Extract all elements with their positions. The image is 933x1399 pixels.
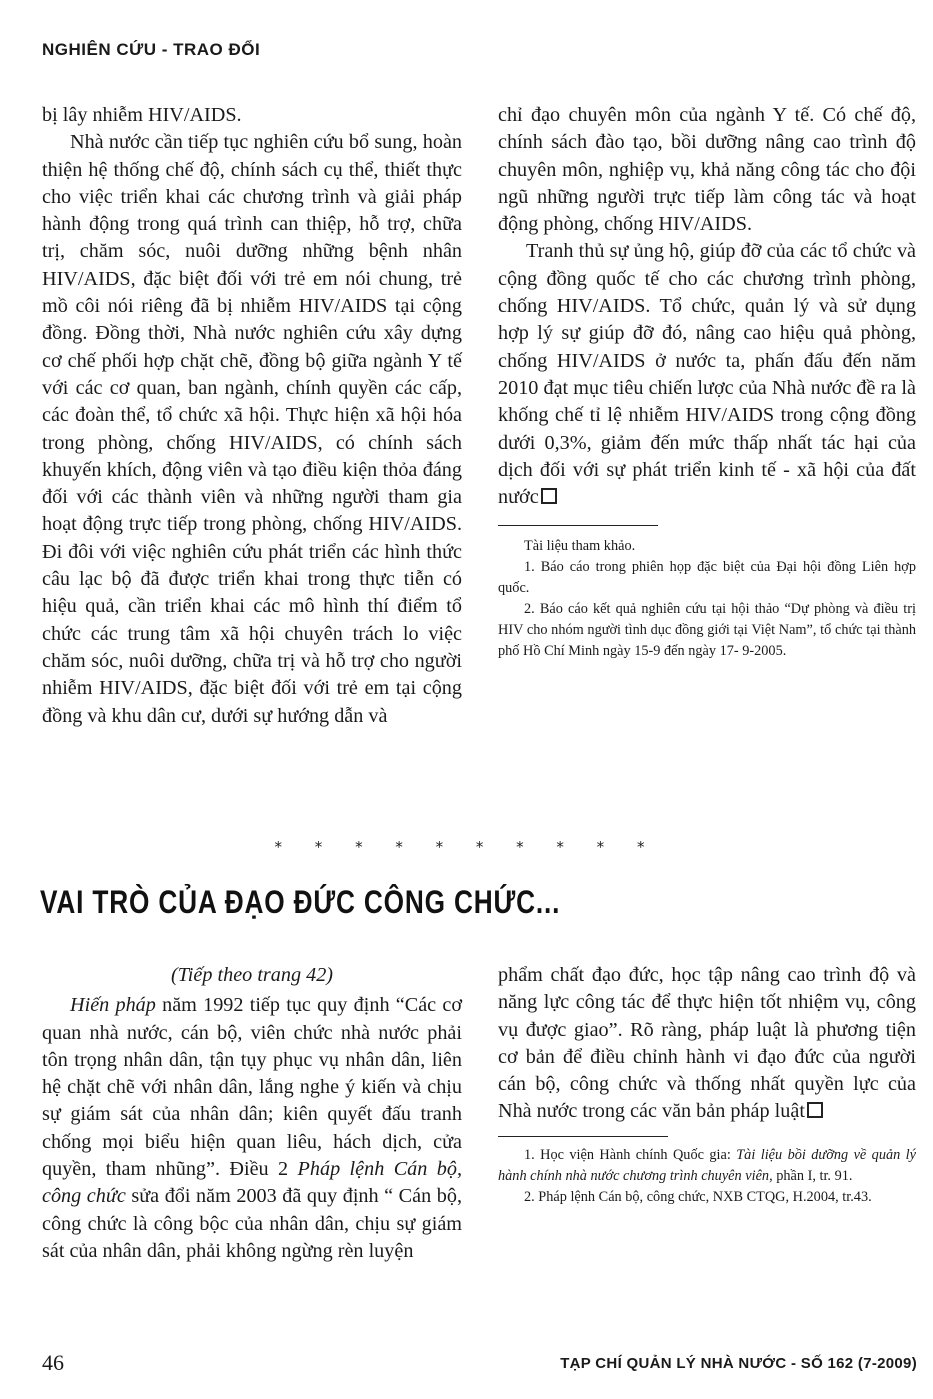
section-header: NGHIÊN CỨU - TRAO ĐỔI — [42, 40, 261, 59]
top-right-paragraph-2 — [498, 238, 916, 511]
article-left-column — [42, 962, 462, 1265]
top-right-paragraph-1: chỉ đạo chuyên môn của ngành Y tế. Có chế độ, chính sách đào tạo, bồi dưỡng nâng cao trình độ chuyên môn, nghiệp vụ, khả năng công tác cho đội ngũ những người trực tiếp làm công tác và hoạt động phòng, chống HIV/AIDS. — [498, 104, 916, 236]
end-mark-icon — [541, 488, 557, 504]
article-title: VAI TRÒ CỦA ĐẠO ĐỨC CÔNG CHỨC... — [40, 884, 561, 920]
paragraph-text: phẩm chất đạo đức, học tập nâng cao trình độ và năng lực công tác để thực hiện tốt nhiệm vụ, công vụ được giao”. Rõ ràng, pháp luật là phương tiện cơ bản để điều chỉnh hành vi đạo đức của người cán bộ, công chức và thống nhất quyền lực của Nhà nước trong các văn bản pháp luật — [498, 964, 916, 1123]
reference-item: 2. Báo cáo kết quả nghiên cứu tại hội thảo “Dự phòng và điều trị HIV cho nhóm người tình dục đồng giới tại Việt Nam”, tổ chức tại thành phố Hồ Chí Minh ngày 15-9 đến ngày 17- 9-2005. — [498, 601, 916, 660]
top-right-paragraph-2-text: Tranh thủ sự ủng hộ, giúp đỡ của các tổ chức và cộng đồng quốc tế cho các chương trình phòng, chống HIV/AIDS. Tổ chức, quản lý và sử dụng hợp lý sự giúp đỡ đó, nâng cao hiệu quả phòng, chống HIV/AIDS ở nước ta, phấn đấu đến năm 2010 đạt mục tiêu chiến lược của Nhà nước đề ra là khống chế tỉ lệ nhiễm HIV/AIDS trong cộng đồng dưới 0,3%, giảm đến mức thấp nhất tác hại của dịch đối với sự phát triển kinh tế - xã hội của đất nước — [498, 240, 916, 509]
footnote-1 — [498, 1145, 916, 1187]
page-number: 46 — [42, 1350, 64, 1375]
references-rule — [498, 525, 658, 526]
section-separator: * * * * * * * * * * — [274, 838, 659, 856]
journal-footer: TẠP CHÍ QUẢN LÝ NHÀ NƯỚC - SỐ 162 (7-2009) — [560, 1355, 917, 1372]
continued-note: (Tiếp theo trang 42) — [170, 964, 334, 986]
footnote-2: 2. Pháp lệnh Cán bộ, công chức, NXB CTQG, H.2004, tr.43. — [524, 1188, 872, 1205]
italic-term: Pháp lệnh Cán bộ, công chức — [42, 1158, 462, 1208]
top-right-column — [498, 102, 916, 662]
reference-item: 1. Báo cáo trong phiên họp đặc biệt của Đại hội đồng Liên hợp quốc. — [498, 559, 916, 597]
article-left-paragraph — [42, 992, 462, 1265]
footnotes-rule — [498, 1136, 668, 1137]
end-mark-icon — [807, 1102, 823, 1118]
article-right-column — [498, 962, 916, 1208]
footnote-text: , phần I, tr. 91. — [769, 1167, 853, 1184]
italic-term: Hiến pháp — [70, 994, 156, 1017]
top-left-paragraph-1: bị lây nhiễm HIV/AIDS. — [42, 104, 242, 126]
article-right-paragraph — [498, 962, 916, 1126]
top-left-column — [42, 102, 462, 730]
footnote-text: 1. Học viện Hành chính Quốc gia: — [524, 1146, 737, 1163]
paragraph-text: năm 1992 tiếp tục quy định “Các cơ quan nhà nước, cán bộ, viên chức nhà nước phải tôn trọng nhân dân, tận tụy phục vụ nhân dân, liên hệ chặt chẽ với nhân dân, lắng nghe ý kiến và chịu sự giám sát của nhân dân; kiên quyết đấu tranh chống mọi biểu hiện quan liêu, hách dịch, cửa quyền, tham nhũng”. Điều 2 — [42, 994, 462, 1181]
footnote-italic: Tài liệu bồi dưỡng về quản lý hành chính nhà nước chương trình chuyên viên — [498, 1146, 917, 1184]
paragraph-text: sửa đổi năm 2003 đã quy định “ Cán bộ, công chức là công bộc của nhân dân, chịu sự giám sát của nhân dân, phải không ngừng rèn luyện — [42, 1185, 462, 1262]
references-heading: Tài liệu tham khảo. — [524, 538, 636, 555]
top-left-paragraph-2: Nhà nước cần tiếp tục nghiên cứu bổ sung, hoàn thiện hệ thống chế độ, chính sách cụ thể, thiết thực cho việc triển khai các chương trình và giải pháp hành động trong quá trình can thiệp, hỗ trợ, chữa trị, chăm sóc, nuôi dưỡng những bệnh nhân HIV/AIDS, đặc biệt đối với trẻ em nói chung, trẻ mồ côi nói riêng đã bị nhiễm HIV/AIDS tại cộng đồng. Đồng thời, Nhà nước nghiên cứu xây dựng cơ chế phối hợp chặt chẽ, đồng bộ giữa ngành Y tế với các cơ quan, ban ngành, chính quyền các cấp, các đoàn thể, tổ chức xã hội. Thực hiện xã hội hóa trong phòng, chống HIV/AIDS, có chính sách khuyến khích, động viên và tạo điều kiện thỏa đáng đối với các thành viên và những người tham gia hoạt động trực tiếp trong phòng, chống HIV/AIDS. Đi đôi với việc nghiên cứu phát triển các hình thức câu lạc bộ đã được triển khai trong thực tiễn có hiệu quả, cần triển khai các mô hình thí điểm tổ chức các trung tâm xã hội chuyên trách lo việc chăm sóc, nuôi dưỡng, chữa trị và hỗ trợ cho người nhiễm HIV/AIDS, đặc biệt đối với trẻ em tại cộng đồng và khu dân cư, dưới sự hướng dẫn và — [42, 131, 462, 727]
